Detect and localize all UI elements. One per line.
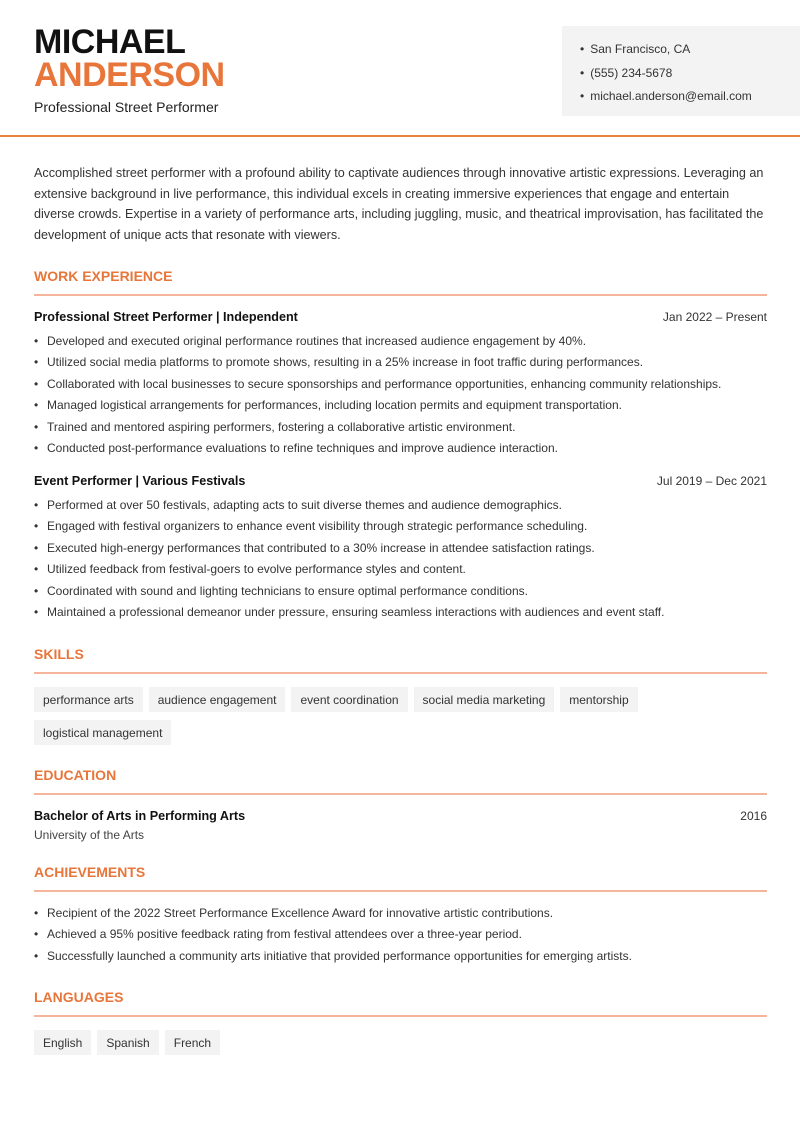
section-heading-languages: LANGUAGES (34, 989, 767, 1017)
bullet-item: • Utilized social media platforms to promote shows, resulting in a 25% increase in foot traffic during performances. (34, 352, 767, 374)
contact-email[interactable]: • michael.anderson@email.com (580, 85, 800, 109)
skill-tag: audience engagement (149, 687, 286, 712)
job-entry-title: Professional Street Performer | Independent (34, 309, 298, 324)
section-heading-achievements: ACHIEVEMENTS (34, 864, 767, 892)
contact-box (562, 26, 800, 116)
first-name: MICHAEL (34, 23, 186, 61)
language-tag: Spanish (97, 1030, 158, 1055)
degree: Bachelor of Arts in Performing Arts (34, 808, 246, 823)
bullet-item: • Performed at over 50 festivals, adapting acts to suit diverse themes and audience demographics. (34, 495, 767, 517)
job-entry (34, 310, 767, 460)
languages-list (34, 1030, 767, 1055)
skill-tag: logistical management (34, 720, 171, 745)
job-entry-date: Jul 2019 – Dec 2021 (656, 473, 767, 488)
contact-phone: • (555) 234-5678 (580, 62, 800, 86)
job-entry-title: Event Performer | Various Festivals (34, 473, 246, 488)
achievements-list (34, 903, 767, 968)
skill-tag: mentorship (560, 687, 637, 712)
skills-list (34, 687, 767, 745)
skill-tag: performance arts (34, 687, 143, 712)
job-bullets (34, 495, 767, 624)
school: University of the Arts (34, 827, 145, 842)
bullet-item: • Managed logistical arrangements for performances, including location permits and equipment transportation. (34, 395, 767, 417)
summary: Accomplished street performer with a profound ability to captivate audiences through innovative artistic expressions. Leveraging an extensive background in live performance, this individual excels in creating immersive experiences that engage and entertain diverse crowds. Expertise in a variety of performance arts, including juggling, music, and theatrical improvisation, has facilitated the development of unique acts that resonate with viewers. (34, 166, 764, 243)
bullet-item: • Executed high-energy performances that contributed to a 30% increase in attendee satisfaction ratings. (34, 538, 767, 560)
section-heading-education: EDUCATION (34, 767, 767, 795)
bullet-item: • Developed and executed original performance routines that increased audience engagement by 40%. (34, 331, 767, 353)
contact-location: • San Francisco, CA (580, 38, 800, 62)
education-entry (34, 809, 767, 842)
bullet-item: • Utilized feedback from festival-goers to evolve performance styles and content. (34, 559, 767, 581)
section-heading-skills: SKILLS (34, 646, 767, 674)
last-name: ANDERSON (34, 56, 225, 94)
achievement-item: • Achieved a 95% positive feedback rating from festival attendees over a three-year period. (34, 924, 767, 946)
bullet-item: • Engaged with festival organizers to enhance event visibility through strategic performance scheduling. (34, 516, 767, 538)
language-tag: French (165, 1030, 220, 1055)
bullet-item: • Maintained a professional demeanor under pressure, ensuring seamless interactions with audiences and event staff. (34, 602, 767, 624)
bullet-item: • Conducted post-performance evaluations to refine techniques and improve audience interaction. (34, 438, 767, 460)
bullet-item: • Collaborated with local businesses to secure sponsorships and performance opportunities, enhancing community relationships. (34, 374, 767, 396)
bullet-item: • Trained and mentored aspiring performers, fostering a collaborative artistic environment. (34, 417, 767, 439)
job-entry-date: Jan 2022 – Present (662, 309, 767, 324)
bullet-item: • Coordinated with sound and lighting technicians to ensure optimal performance conditions. (34, 581, 767, 603)
skill-tag: event coordination (291, 687, 407, 712)
skill-tag: social media marketing (414, 687, 555, 712)
job-entry (34, 474, 767, 624)
achievement-item: • Successfully launched a community arts initiative that provided performance opportunities for emerging artists. (34, 946, 767, 968)
job-bullets (34, 331, 767, 460)
job-title: Professional Street Performer (34, 99, 219, 115)
language-tag: English (34, 1030, 91, 1055)
graduation-year: 2016 (740, 808, 767, 823)
resume-header (0, 0, 800, 137)
section-heading-work: WORK EXPERIENCE (34, 268, 767, 296)
achievement-item: • Recipient of the 2022 Street Performance Excellence Award for innovative artistic contributions. (34, 903, 767, 925)
